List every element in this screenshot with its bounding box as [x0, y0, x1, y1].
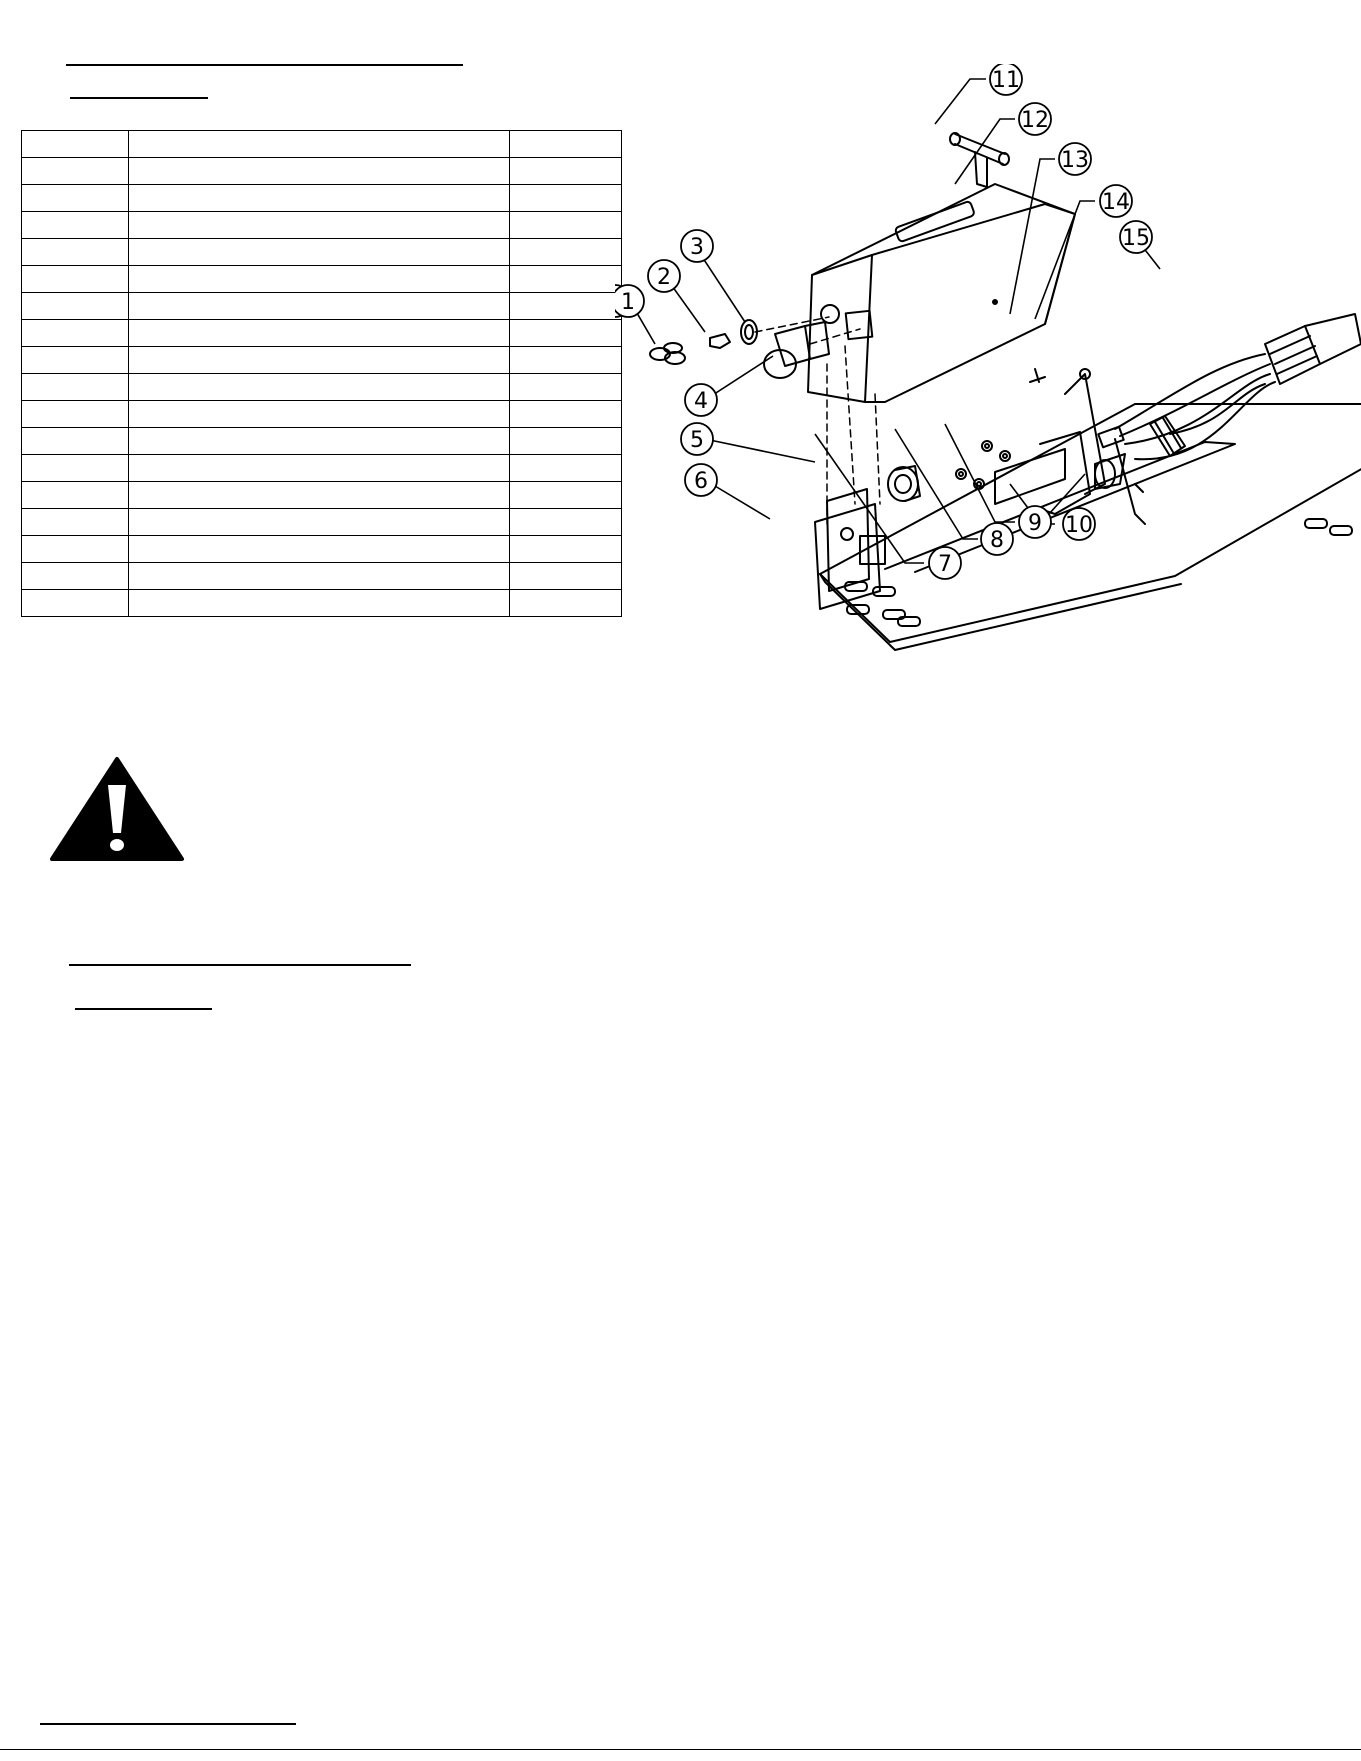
warning-triangle-icon	[50, 755, 185, 863]
table-cell	[22, 347, 129, 374]
table-cell	[129, 374, 510, 401]
callout-9	[1019, 506, 1051, 538]
callout-8	[981, 523, 1013, 555]
table-row	[22, 455, 622, 482]
callout-2	[648, 260, 680, 292]
table-cell	[129, 212, 510, 239]
callout-number: 14	[1102, 190, 1130, 215]
callout-14	[1100, 185, 1132, 217]
table-row	[22, 590, 622, 617]
table-cell	[510, 212, 622, 239]
table-cell	[22, 374, 129, 401]
table-cell	[510, 293, 622, 320]
callout-number: 10	[1065, 513, 1093, 538]
table-cell	[510, 401, 622, 428]
parts-list-table	[21, 130, 622, 617]
table-cell	[510, 428, 622, 455]
callout-10	[1063, 508, 1095, 540]
table-row	[22, 185, 622, 212]
table-cell	[510, 266, 622, 293]
callout-number: 9	[1028, 511, 1042, 536]
callout-number: 3	[690, 235, 704, 260]
lower-subtitle-rule	[75, 1008, 212, 1010]
callout-15	[1120, 221, 1152, 253]
table-cell	[22, 536, 129, 563]
table-row	[22, 320, 622, 347]
callout-number: 2	[657, 265, 671, 290]
table-cell	[22, 293, 129, 320]
table-cell	[129, 347, 510, 374]
lower-title-rule	[69, 964, 411, 966]
callout-number: 1	[621, 290, 635, 315]
footer-rule	[40, 1723, 296, 1725]
callout-7	[929, 547, 961, 579]
table-cell	[22, 428, 129, 455]
table-cell	[510, 158, 622, 185]
table-row	[22, 374, 622, 401]
callout-number: 6	[694, 469, 708, 494]
callout-number: 8	[990, 528, 1004, 553]
table-cell	[22, 239, 129, 266]
table-cell	[510, 185, 622, 212]
table-cell	[129, 131, 510, 158]
table-row	[22, 401, 622, 428]
table-cell	[22, 509, 129, 536]
table-row	[22, 212, 622, 239]
table-cell	[510, 239, 622, 266]
table-cell	[510, 131, 622, 158]
table-cell	[22, 320, 129, 347]
callout-number: 11	[992, 68, 1020, 93]
exploded-assembly-diagram	[615, 64, 1361, 664]
table-cell	[129, 320, 510, 347]
callout-number: 7	[938, 552, 952, 577]
table-cell	[510, 563, 622, 590]
gauge	[888, 466, 920, 501]
table-row	[22, 266, 622, 293]
switch-bracket	[995, 369, 1125, 514]
callout-number: 13	[1061, 148, 1089, 173]
callout-6	[685, 464, 717, 496]
table-row	[22, 158, 622, 185]
callout-1	[615, 285, 644, 317]
table-row	[22, 239, 622, 266]
table-cell	[510, 320, 622, 347]
callout-11	[990, 64, 1022, 95]
table-cell	[22, 131, 129, 158]
table-cell	[129, 509, 510, 536]
table-cell	[510, 536, 622, 563]
section-title-rule	[66, 64, 463, 66]
table-cell	[22, 266, 129, 293]
callout-3	[681, 230, 713, 262]
page-bottom-rule	[0, 1749, 1361, 1750]
table-cell	[510, 590, 622, 617]
table-cell	[129, 455, 510, 482]
table-cell	[510, 347, 622, 374]
table-cell	[22, 455, 129, 482]
washers	[956, 441, 1010, 489]
table-row	[22, 509, 622, 536]
callout-number: 4	[694, 389, 708, 414]
table-cell	[129, 401, 510, 428]
table-cell	[510, 509, 622, 536]
table-row	[22, 428, 622, 455]
table-cell	[129, 536, 510, 563]
table-cell	[129, 482, 510, 509]
table-cell	[22, 158, 129, 185]
table-cell	[510, 374, 622, 401]
table-cell	[129, 590, 510, 617]
table-cell	[129, 185, 510, 212]
table-cell	[129, 563, 510, 590]
table-row	[22, 563, 622, 590]
callout-4	[685, 384, 717, 416]
table-row	[22, 536, 622, 563]
callout-number: 12	[1021, 108, 1049, 133]
callout-5	[681, 423, 713, 455]
table-cell	[22, 401, 129, 428]
table-row	[22, 482, 622, 509]
table-cell	[129, 293, 510, 320]
callout-number: 5	[690, 428, 704, 453]
table-cell	[22, 185, 129, 212]
table-cell	[129, 239, 510, 266]
table-cell	[22, 563, 129, 590]
callout-12	[1019, 103, 1051, 135]
callout-13	[1059, 143, 1091, 175]
table-row	[22, 347, 622, 374]
table-cell	[22, 482, 129, 509]
table-cell	[129, 158, 510, 185]
section-subtitle-rule	[70, 97, 208, 99]
callout-number: 15	[1122, 226, 1150, 251]
table-row	[22, 293, 622, 320]
table-cell	[510, 455, 622, 482]
table-cell	[129, 428, 510, 455]
key-switch-parts	[650, 320, 829, 378]
table-cell	[22, 212, 129, 239]
table-row	[22, 131, 622, 158]
table-cell	[510, 482, 622, 509]
table-cell	[129, 266, 510, 293]
table-cell	[22, 590, 129, 617]
